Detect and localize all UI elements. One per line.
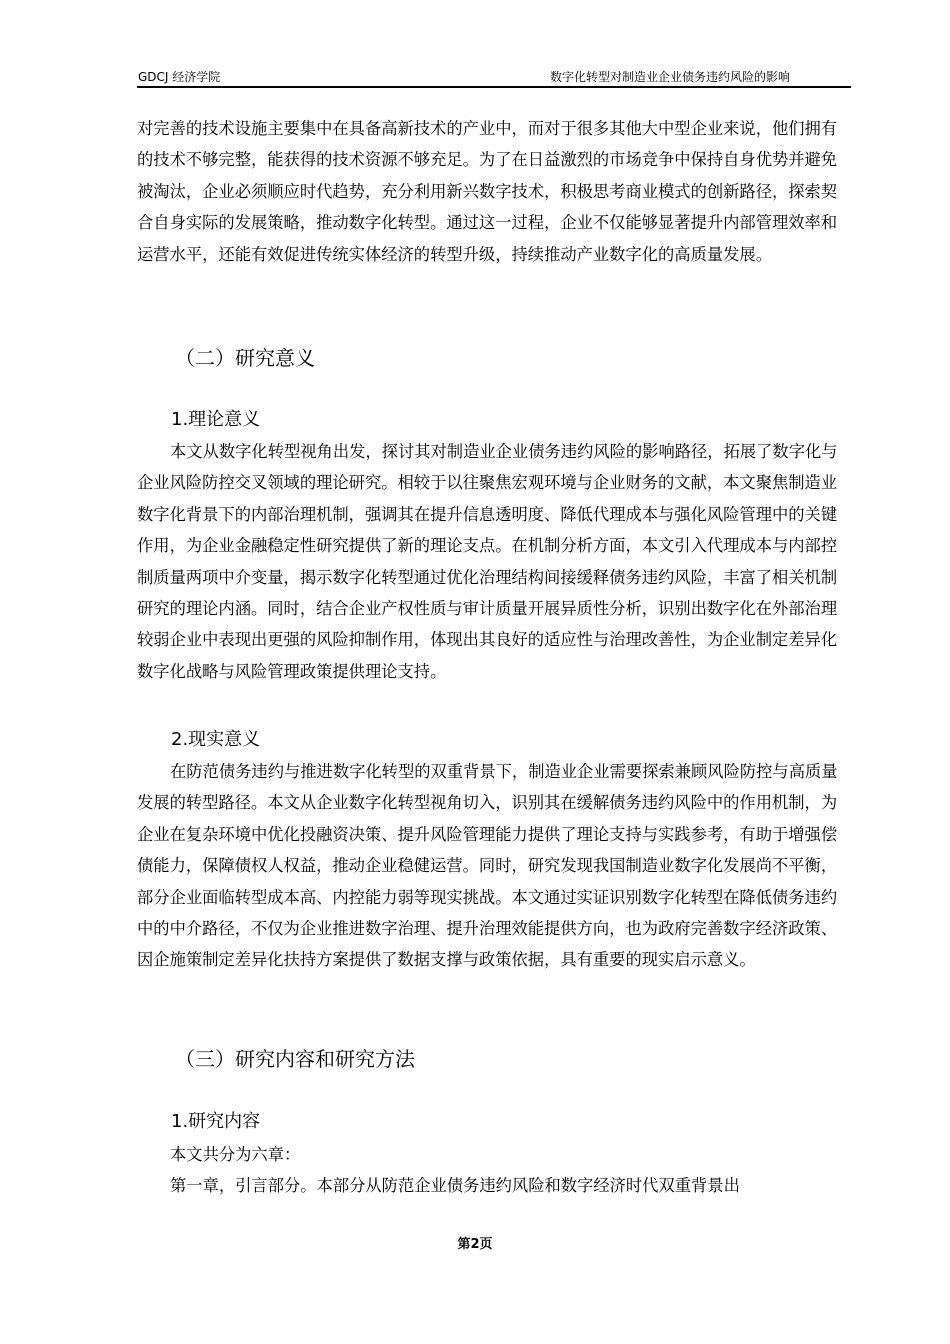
header-institution: GDCJ 经济学院	[138, 70, 221, 84]
paragraph-chapter-one: 第一章，引言部分。本部分从防范企业债务违约风险和数字经济时代双重背景出	[170, 1176, 740, 1195]
header-paper-title: 数字化转型对制造业企业债务违约风险的影响	[549, 70, 790, 84]
subheading-theoretical-significance: 1.理论意义	[171, 409, 261, 430]
paragraph-theoretical-significance: 本文从数字化转型视角出发，探讨其对制造业企业债务违约风险的影响路径，拓展了数字化与企业风险防控交叉领域的理论研究。相较于以往聚焦宏观环境与企业财务的文献，本文聚焦制造业数字化背景下的内部治理机制，强调其在提升信息透明度、降低代理成本与强化风险管理中的关键作用，为企业金融稳定性研究提供了新的理论支点。在机制分析方面，本文引入代理成本与内部控制质量两项中介变量，揭示数字化转型通过优化治理结构间接缓释债务违约风险，丰富了相关机制研究的理论内涵。同时，结合企业产权性质与审计质量开展异质性分析，识别出数字化在外部治理较弱企业中表现出更强的风险抑制作用，体现出其良好的适应性与治理改善性，为企业制定差异化数字化战略与风险管理政策提供理论支持。	[137, 442, 838, 681]
paragraph-background-continued: 对完善的技术设施主要集中在具备高新技术的产业中，而对于很多其他大中型企业来说，他们拥有的技术不够完整，能获得的技术资源不够充足。为了在日益激烈的市场竞争中保持自身优势并避免被淘汰，企业必须顺应时代趋势，充分利用新兴数字技术，积极思考商业模式的创新路径，探索契合自身实际的发展策略，推动数字化转型。通过这一过程，企业不仅能够显著提升内部管理效率和运营水平，还能有效促进传统实体经济的转型升级，持续推动产业数字化的高质量发展。	[137, 119, 838, 264]
paragraph-practical-significance: 在防范债务违约与推进数字化转型的双重背景下，制造业企业需要探索兼顾风险防控与高质量发展的转型路径。本文从企业数字化转型视角切入，识别其在缓解债务违约风险中的作用机制，为企业在复杂环境中优化投融资决策、提升风险管理能力提供了理论支持与实践参考，有助于增强偿债能力，保障债权人权益，推动企业稳健运营。同时，研究发现我国制造业数字化发展尚不平衡，部分企业面临转型成本高、内控能力弱等现实挑战。本文通过实证识别数字化转型在降低债务违约中的中介路径，不仅为企业推进数字治理、提升治理效能提供方向，也为政府完善数字经济政策、因企施策制定差异化扶持方案提供了数据支撑与政策依据，具有重要的现实启示意义。	[137, 762, 838, 970]
header-divider	[137, 86, 851, 88]
subheading-research-content: 1.研究内容	[171, 1111, 261, 1132]
subheading-practical-significance: 2.现实意义	[171, 729, 261, 750]
page-number: 第2页	[457, 1237, 493, 1252]
section-heading-content-methods: （三）研究内容和研究方法	[175, 1047, 415, 1071]
section-heading-significance: （二）研究意义	[175, 346, 315, 370]
paragraph-chapter-overview: 本文共分为六章：	[170, 1145, 301, 1164]
